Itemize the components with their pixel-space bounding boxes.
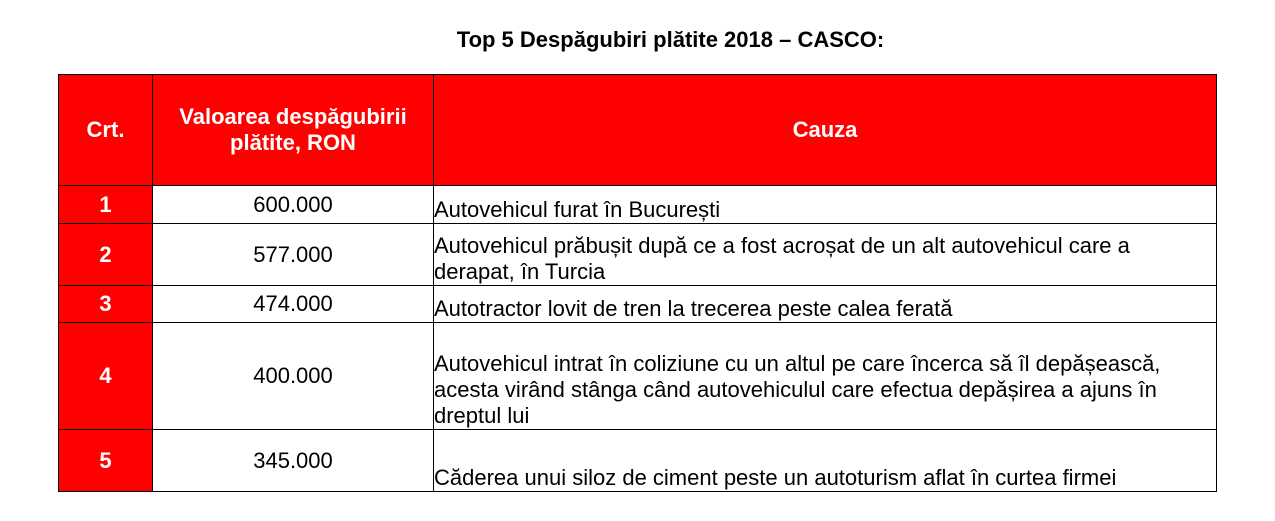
claims-table	[58, 74, 1217, 492]
row-cause: Autovehicul prăbușit după ce a fost acroșat de un alt autovehicul care a derapat, în Turcia	[434, 224, 1217, 286]
row-number: 4	[59, 323, 153, 430]
row-number: 2	[59, 224, 153, 286]
row-value: 345.000	[153, 430, 434, 492]
table-row	[59, 430, 1217, 492]
table-header-row	[59, 75, 1217, 186]
row-number: 1	[59, 186, 153, 224]
row-value: 600.000	[153, 186, 434, 224]
page-title: Top 5 Despăgubiri plătite 2018 – CASCO:	[456, 27, 885, 52]
row-number: 5	[59, 430, 153, 492]
header-crt: Crt.	[59, 75, 153, 186]
row-value: 400.000	[153, 323, 434, 430]
table-row	[59, 224, 1217, 286]
table-row	[59, 323, 1217, 430]
table-row	[59, 286, 1217, 323]
row-cause: Autovehicul intrat în coliziune cu un altul pe care încerca să îl depășească, acesta virând stânga când autovehiculul care efectua depășirea a ajuns în dreptul lui	[434, 323, 1217, 430]
row-number: 3	[59, 286, 153, 323]
row-value: 577.000	[153, 224, 434, 286]
header-cause: Cauza	[434, 75, 1217, 186]
row-cause: Autovehicul furat în București	[434, 186, 1217, 224]
header-value: Valoarea despăgubirii plătite, RON	[153, 75, 434, 186]
row-value: 474.000	[153, 286, 434, 323]
row-cause: Căderea unui siloz de ciment peste un autoturism aflat în curtea firmei	[434, 430, 1217, 492]
row-cause: Autotractor lovit de tren la trecerea peste calea ferată	[434, 286, 1217, 323]
table-row	[59, 186, 1217, 224]
